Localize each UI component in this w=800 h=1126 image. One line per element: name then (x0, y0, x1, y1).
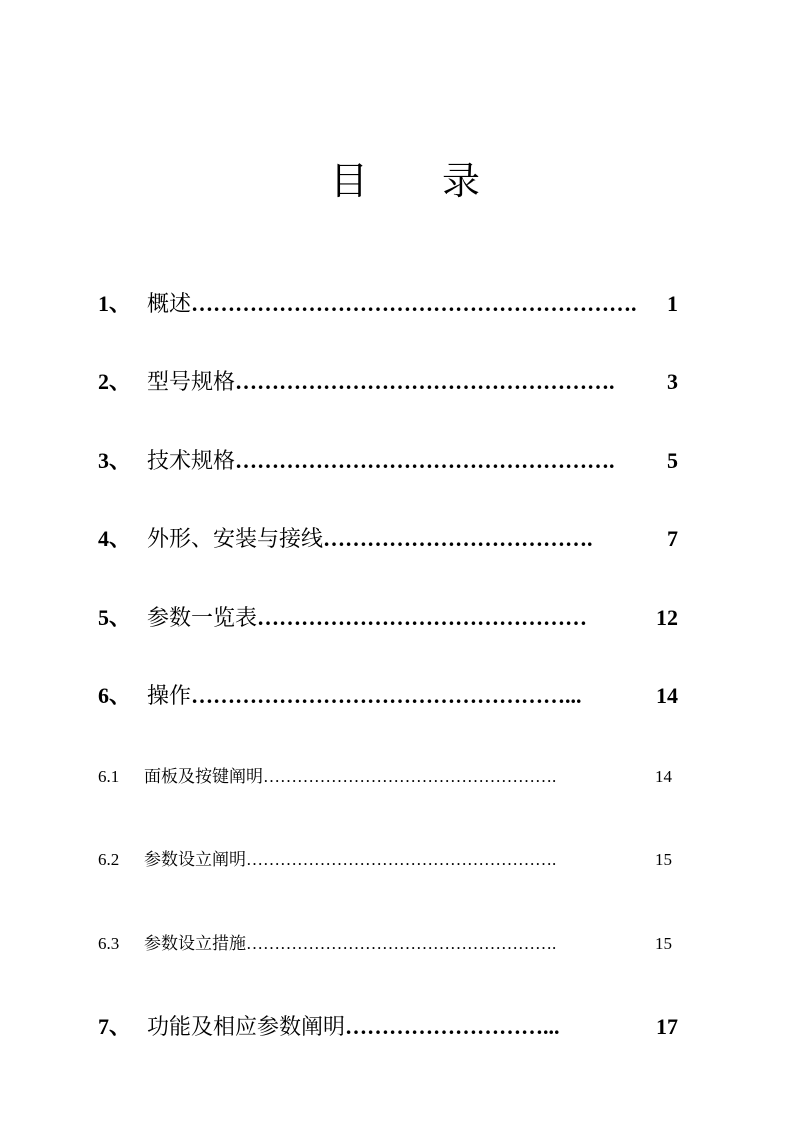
toc-entry-title: 技术规格 (147, 449, 236, 474)
toc-page-number: 15 (655, 934, 672, 953)
toc-dot-leader: ……………………………………………... (191, 683, 582, 708)
toc-entry-number: 4、 (98, 526, 132, 551)
toc-entry-title: 外形、安装与接线 (147, 527, 324, 552)
toc-dot-leader: ………………………………………………. (246, 934, 557, 953)
toc-entry-6[interactable] (0, 676, 800, 716)
toc-page-number: 12 (656, 605, 678, 630)
toc-dot-leader: ……………………………………… (257, 605, 588, 630)
toc-subentry-number: 6.3 (98, 934, 120, 953)
toc-dot-leader: ………………………………………………. (246, 850, 557, 869)
toc-subentry-number: 6.2 (98, 850, 120, 869)
toc-dot-leader: ……………………………………………. (235, 369, 615, 394)
toc-page-number: 3 (667, 369, 678, 394)
toc-page-number: 14 (655, 767, 672, 786)
toc-dot-leader: ……………………………………………………. (191, 291, 637, 316)
toc-dot-leader: ……………………………………………. (263, 767, 557, 786)
toc-page-number: 14 (656, 683, 678, 708)
toc-subentry-title: 参数设立措施 (144, 934, 246, 954)
toc-entry-1[interactable] (0, 284, 800, 324)
toc-dot-leader: ……………………………………………. (235, 448, 615, 473)
title-char-2: 录 (442, 159, 481, 203)
toc-page-number: 7 (667, 526, 678, 551)
toc-dot-leader: ………………………………. (323, 526, 593, 551)
toc-entry-title: 操作 (147, 684, 192, 709)
toc-subentry-6-2[interactable] (0, 845, 800, 875)
toc-entry-7[interactable] (0, 1007, 800, 1047)
toc-entry-number: 1、 (98, 291, 132, 316)
toc-page-number: 15 (655, 850, 672, 869)
toc-title (0, 158, 800, 208)
toc-entry-title: 参数一览表 (147, 606, 258, 631)
toc-entry-number: 7、 (98, 1014, 132, 1039)
toc-entry-title: 概述 (147, 292, 192, 317)
toc-entry-number: 5、 (98, 605, 132, 630)
toc-entry-2[interactable] (0, 362, 800, 402)
toc-entry-number: 6、 (98, 683, 132, 708)
toc-entry-title: 功能及相应参数阐明 (147, 1015, 346, 1040)
toc-subentry-title: 面板及按键阐明 (144, 767, 263, 787)
toc-dot-leader: ………………………... (345, 1014, 560, 1039)
toc-entry-number: 2、 (98, 369, 132, 394)
toc-subentry-6-3[interactable] (0, 929, 800, 959)
toc-entry-5[interactable] (0, 598, 800, 638)
toc-entry-3[interactable] (0, 441, 800, 481)
toc-subentry-title: 参数设立阐明 (144, 850, 246, 870)
toc-page-number: 5 (667, 448, 678, 473)
toc-subentry-6-1[interactable] (0, 762, 800, 792)
toc-entry-number: 3、 (98, 448, 132, 473)
toc-subentry-number: 6.1 (98, 767, 120, 786)
toc-entry-title: 型号规格 (147, 370, 236, 395)
title-char-1: 目 (330, 159, 369, 203)
toc-page-number: 1 (667, 291, 678, 316)
toc-page-number: 17 (656, 1014, 678, 1039)
toc-entry-4[interactable] (0, 519, 800, 559)
